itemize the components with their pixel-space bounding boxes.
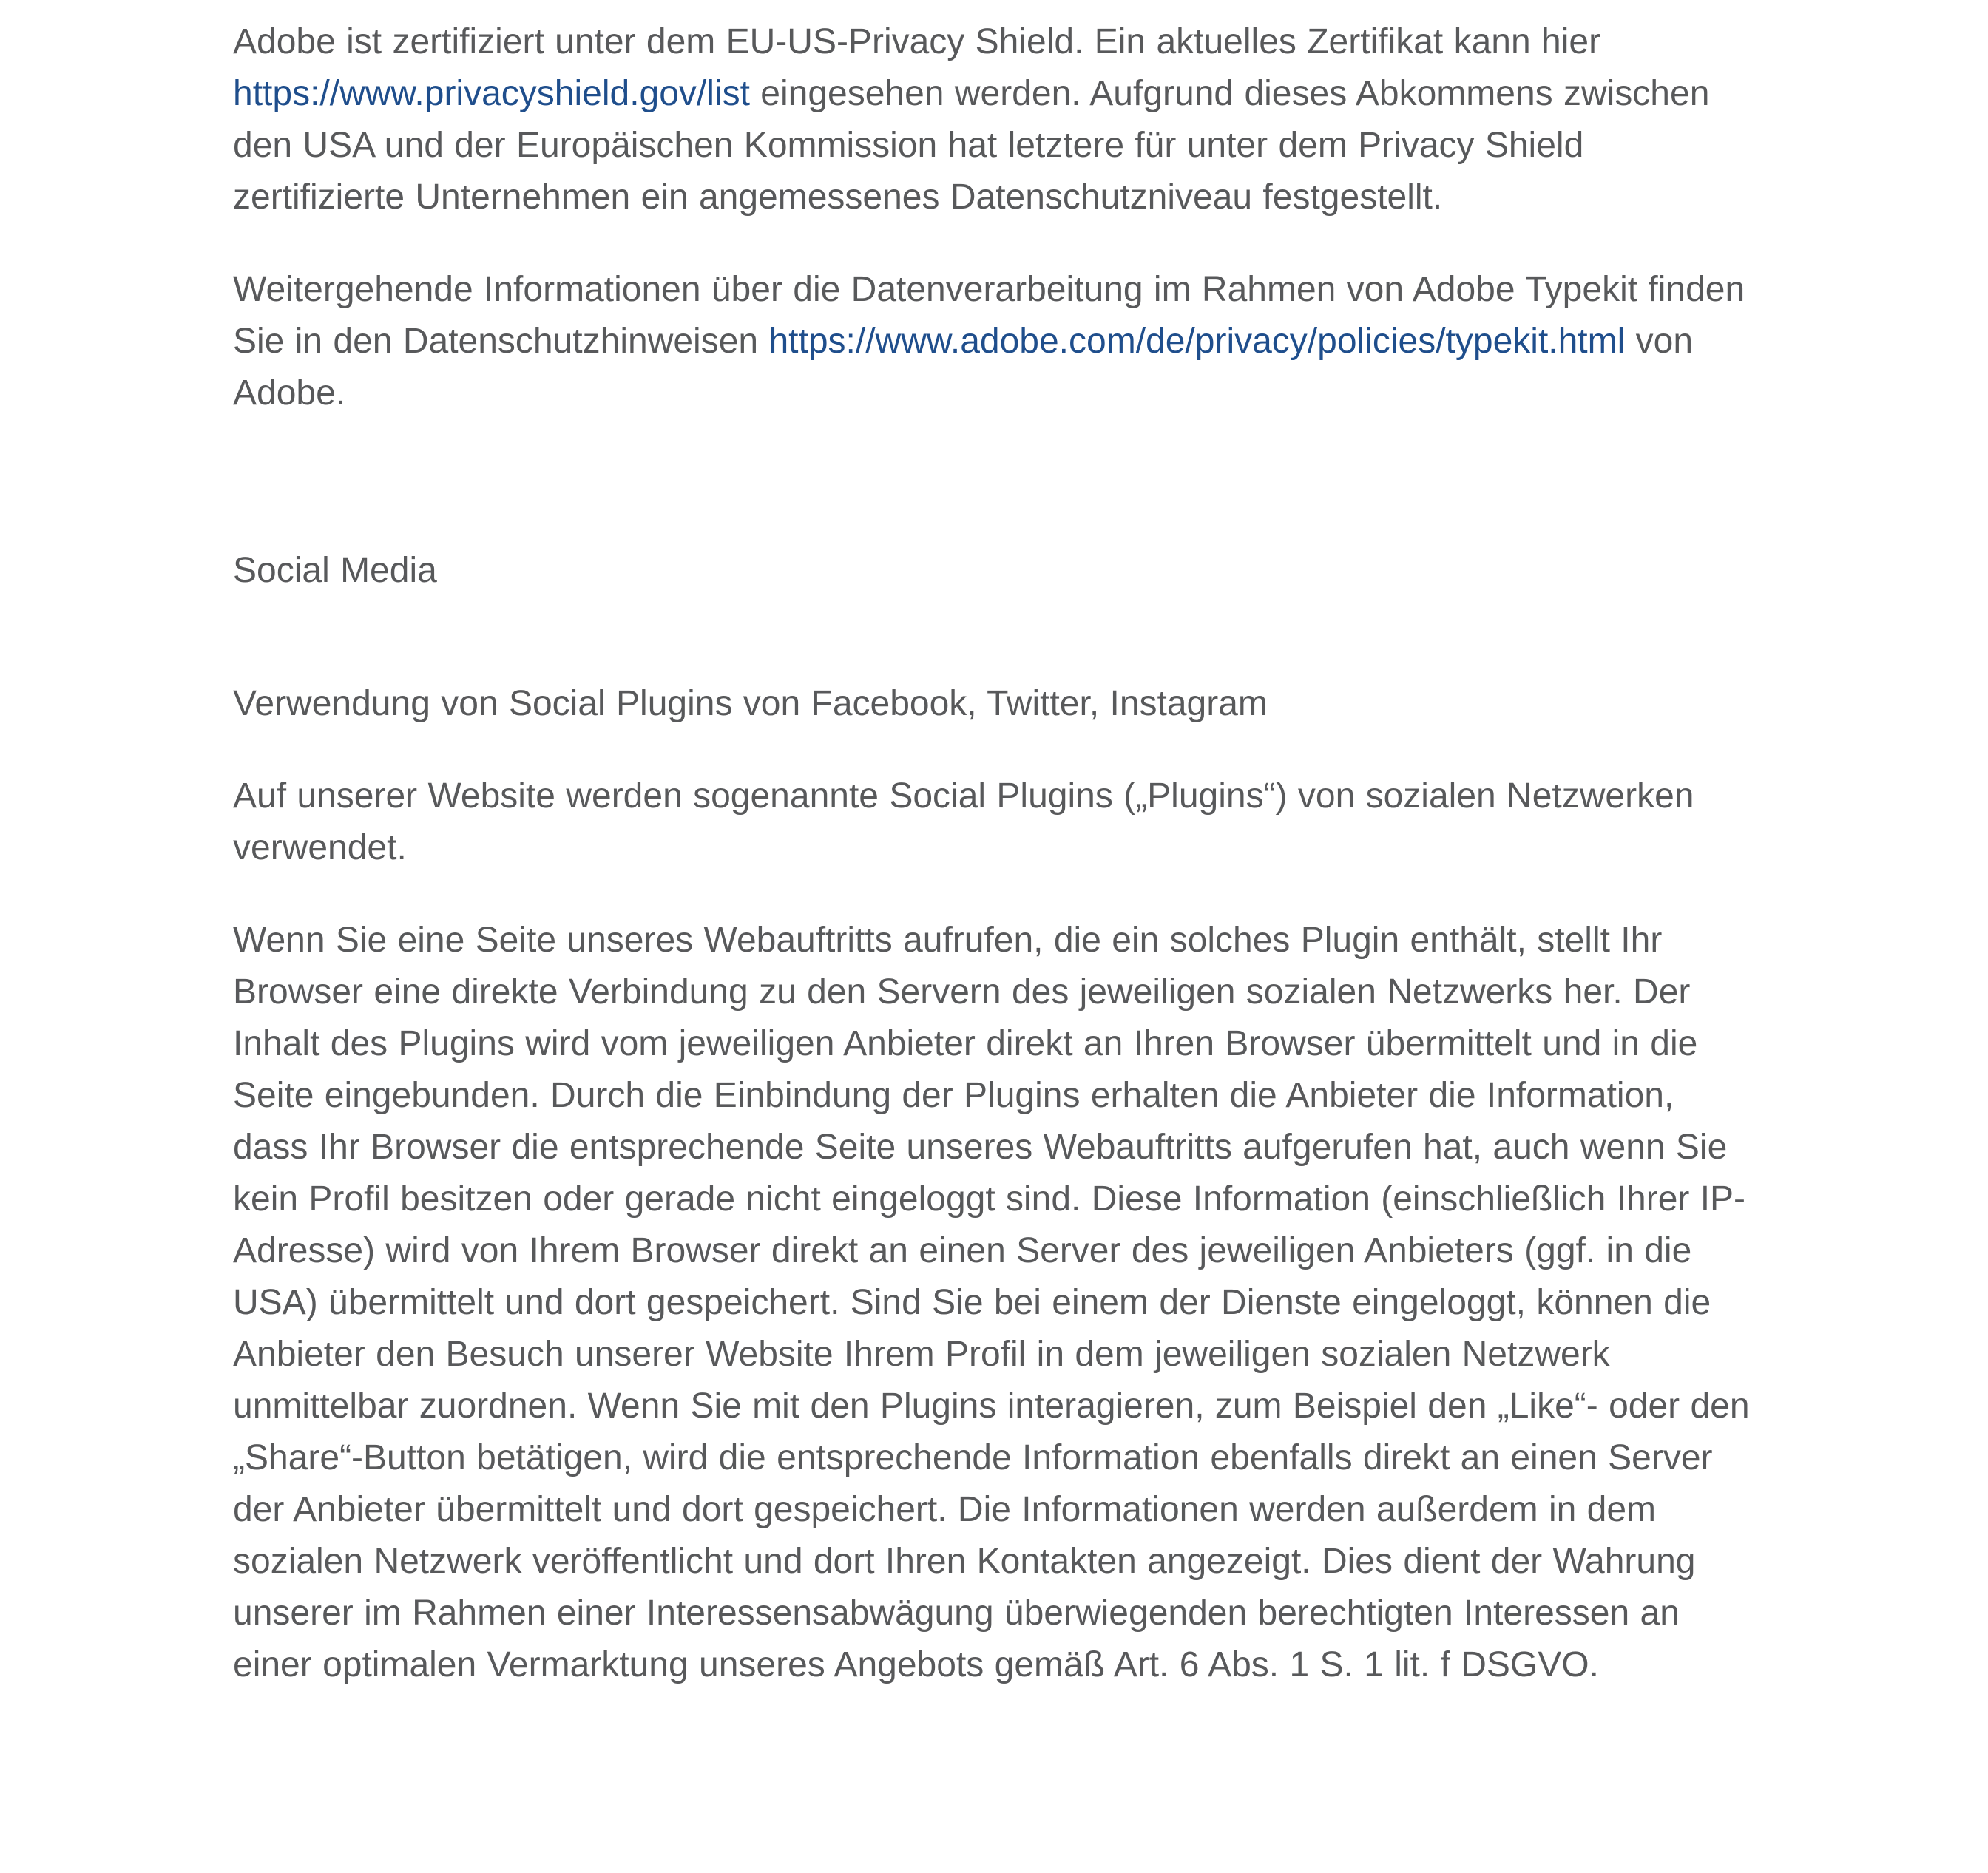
text-run: Weitergehende Informationen über die Datenverarbeitung im Rahmen von Adobe Typekit finden Sie in den Datenschutzhinweisen bbox=[233, 270, 1745, 361]
paragraph-plugins-details: Wenn Sie eine Seite unseres Webauftritts aufrufen, die ein solches Plugin enthält, stellt Ihr Browser eine direkte Verbindung zu den Servern des jeweiligen sozialen Netzwerks her. Der Inhalt des Plugins wird vom jeweiligen Anbieter direkt an Ihren Browser übermittelt und in die Seite eingebunden. Durch die Einbindung der Plugins erhalten die Anbieter die Information, dass Ihr Browser die entsprechende Seite unseres Webauftritts aufgerufen hat, auch wenn Sie kein Profil besitzen oder gerade nicht eingeloggt sind. Diese Information (einschließlich Ihrer IP-Adresse) wird von Ihrem Browser direkt an einen Server des jeweiligen Anbieters (ggf. in die USA) übermittelt und dort gespeichert. Sind Sie bei einem der Dienste eingeloggt, können die Anbieter den Besuch unserer Website Ihrem Profil in dem jeweiligen sozialen Netzwerk unmittelbar zuordnen. Wenn Sie mit den Plugins interagieren, zum Beispiel den „Like“- oder den „Share“-Button betätigen, wird die entsprechende Information ebenfalls direkt an einen Server der Anbieter übermittelt und dort gespeichert. Die Informationen werden außerdem in dem sozialen Netzwerk veröffentlicht und dort Ihren Kontakten angezeigt. Dies dient der Wahrung unserer im Rahmen einer Interessensabwägung überwiegenden berechtigten Interessen an einer optimalen Vermarktung unseres Angebots gemäß Art. 6 Abs. 1 S. 1 lit. f DSGVO. bbox=[233, 921, 1750, 1684]
text-run: Adobe ist zertifiziert unter dem EU-US-Privacy Shield. Ein aktuelles Zertifikat kann hier bbox=[233, 22, 1601, 61]
privacyshield-list-link[interactable]: https://www.privacyshield.gov/list bbox=[233, 74, 750, 113]
paragraph-privacy-shield bbox=[233, 16, 1751, 223]
adobe-typekit-policy-link[interactable]: https://www.adobe.com/de/privacy/policies/typekit.html bbox=[768, 322, 1626, 361]
paragraph-adobe-typekit bbox=[233, 264, 1751, 419]
text-run: eingesehen werden. Aufgrund dieses Abkommens zwischen den USA und der Europäischen Kommission hat letztere für unter dem Privacy Shield zertifizierte Unternehmen ein angemessenes Datenschutzniveau festgestellt. bbox=[233, 74, 1710, 217]
subheading-social-plugins: Verwendung von Social Plugins von Facebook, Twitter, Instagram bbox=[233, 684, 1268, 723]
paragraph-plugins-intro: Auf unserer Website werden sogenannte Social Plugins („Plugins“) von sozialen Netzwerken verwendet. bbox=[233, 776, 1694, 867]
text-run: von Adobe. bbox=[233, 322, 1694, 413]
heading-social-media: Social Media bbox=[233, 551, 437, 590]
